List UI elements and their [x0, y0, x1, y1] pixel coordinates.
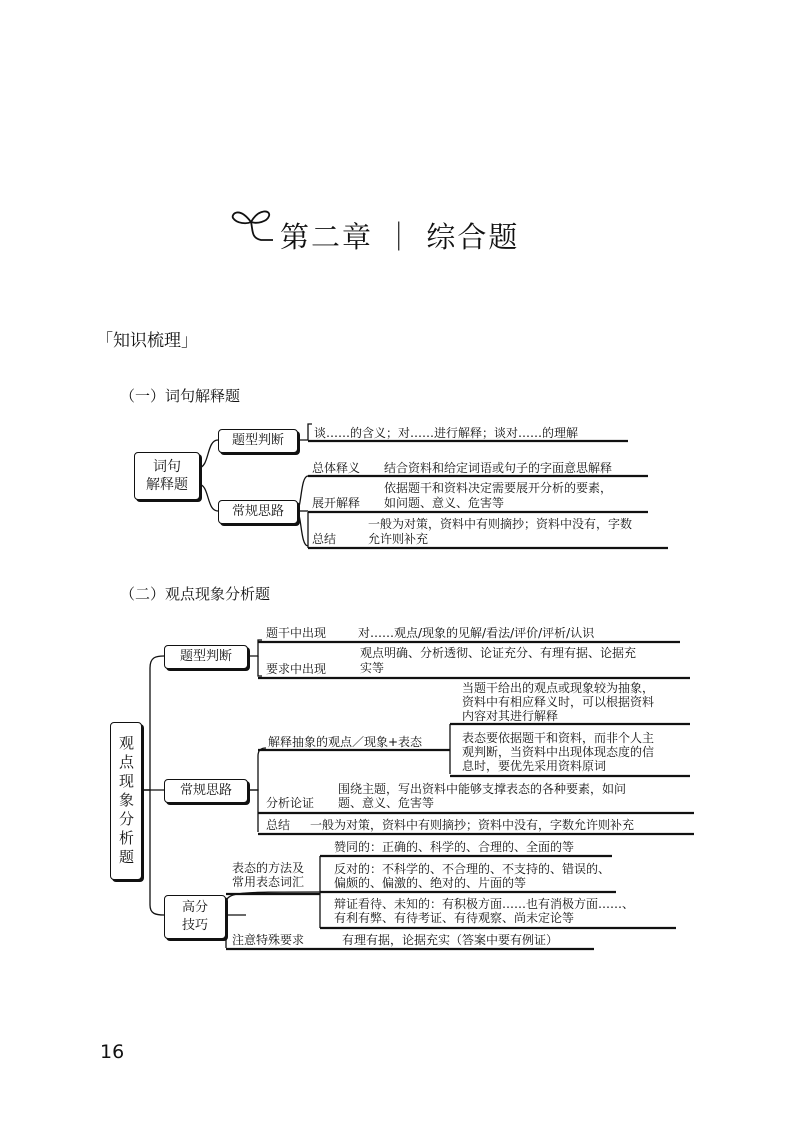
part2-b3-r2-label: 注意特殊要求 [232, 933, 305, 947]
part2-b2-r3-label: 总结 [266, 818, 291, 832]
part1-heading: （一）词句解释题 [120, 387, 241, 405]
part2-b3-r1b-line2: 偏颇的、偏激的、绝对的、片面的等 [334, 876, 527, 890]
part1-r2-line2: 如问题、意义、危害等 [384, 496, 505, 510]
chapter-title: 第二章 ｜ 综合题 [280, 220, 520, 254]
part2-root-label: 观点现象分析题 [117, 734, 135, 868]
part2-b2-r2-label: 分析论证 [266, 796, 315, 810]
part2-b3-r1a: 赞同的：正确的、科学的、合理的、全面的等 [334, 840, 575, 854]
part2-b2-r1a-line1: 当题干给出的观点或现象较为抽象， [462, 681, 655, 695]
part2-type-label: 题型判断 [179, 649, 232, 664]
part2-approach-box [164, 779, 248, 803]
part2-b2-r1-label: 解释抽象的观点／现象+表态 [268, 735, 423, 749]
part2-b3-r2-text: 有理有据，论据充实（答案中要有例证） [342, 933, 559, 947]
part2-approach-label: 常规思路 [179, 783, 232, 798]
part2-b2-r2-line1: 围绕主题，写出资料中能够支撑表态的各种要素，如问 [338, 782, 627, 796]
part2-tips-line1: 高分 [181, 900, 208, 915]
part2-b2-r2-line2: 题、意义、危害等 [338, 796, 435, 810]
part2-heading: （二）观点现象分析题 [120, 585, 271, 603]
part2-b3-r1-label1: 表态的方法及 [232, 861, 305, 875]
part2-type-box [164, 645, 248, 669]
part2-b1-r2-line2: 实等 [360, 661, 385, 675]
part2-b2-r1a-line3: 内容对其进行解释 [462, 709, 559, 723]
part2-root-box [110, 722, 142, 880]
page-number: 16 [100, 1041, 125, 1063]
part2-b3-r1-label2: 常用表态词汇 [232, 875, 305, 889]
part2-b3-r1c-line2: 有利有弊、有待考证、有待观察、尚未定论等 [334, 911, 575, 925]
part2-b2-r1b-line1: 表态要依据题干和资料，而非个人主 [462, 731, 655, 745]
part2-b2-r1a-line2: 资料中有相应释义时，可以根据资料 [462, 695, 655, 709]
part2-b3-r1c-line1: 辩证看待、未知的：有积极方面……也有消极方面……、 [334, 897, 635, 911]
part2-b1-r2-label: 要求中出现 [266, 662, 327, 676]
part1-r3-line2: 允许则补充 [368, 532, 429, 546]
part1-r3-line1: 一般为对策，资料中有则摘抄；资料中没有，字数 [368, 517, 633, 531]
part1-r2-line1: 依据题干和资料决定需要展开分析的要素， [384, 481, 613, 495]
part2-b2-r1b-line3: 息时，要优先采用资料原词 [462, 759, 607, 773]
part2-b2-r3-text: 一般为对策，资料中有则摘抄；资料中没有，字数允许则补充 [310, 818, 635, 832]
part1-root-line2: 解释题 [146, 477, 188, 493]
part1-r2-label: 展开解释 [312, 496, 361, 510]
part2-b1-r1-text: 对……观点/现象的见解/看法/评价/评析/认识 [358, 626, 595, 640]
part2-b2-r1b-line2: 观判断，当资料中出现体现态度的信 [462, 745, 655, 759]
part2-b1-r2-line1: 观点明确、分析透彻、论证充分、有理有据、论据充 [360, 646, 637, 660]
part2-b1-r1-label: 题干中出现 [266, 626, 327, 640]
part1-r1-text: 结合资料和给定词语或句子的字面意思解释 [384, 461, 613, 475]
part1-type-text: 谈……的含义；对……进行解释；谈对……的理解 [314, 426, 579, 440]
section-heading: 「知识梳理」 [96, 331, 198, 351]
part2-tips-line2: 技巧 [181, 918, 208, 933]
part1-r3-label: 总结 [312, 532, 337, 546]
part2-b3-r1b-line1: 反对的：不科学的、不合理的、不支持的、错误的、 [334, 862, 611, 876]
part1-root-line1: 词句 [153, 459, 181, 475]
part2-tips-box [164, 895, 226, 939]
part1-approach-label: 常规思路 [231, 504, 284, 519]
part1-type-label: 题型判断 [231, 433, 284, 448]
part1-r1-label: 总体释义 [312, 461, 361, 475]
